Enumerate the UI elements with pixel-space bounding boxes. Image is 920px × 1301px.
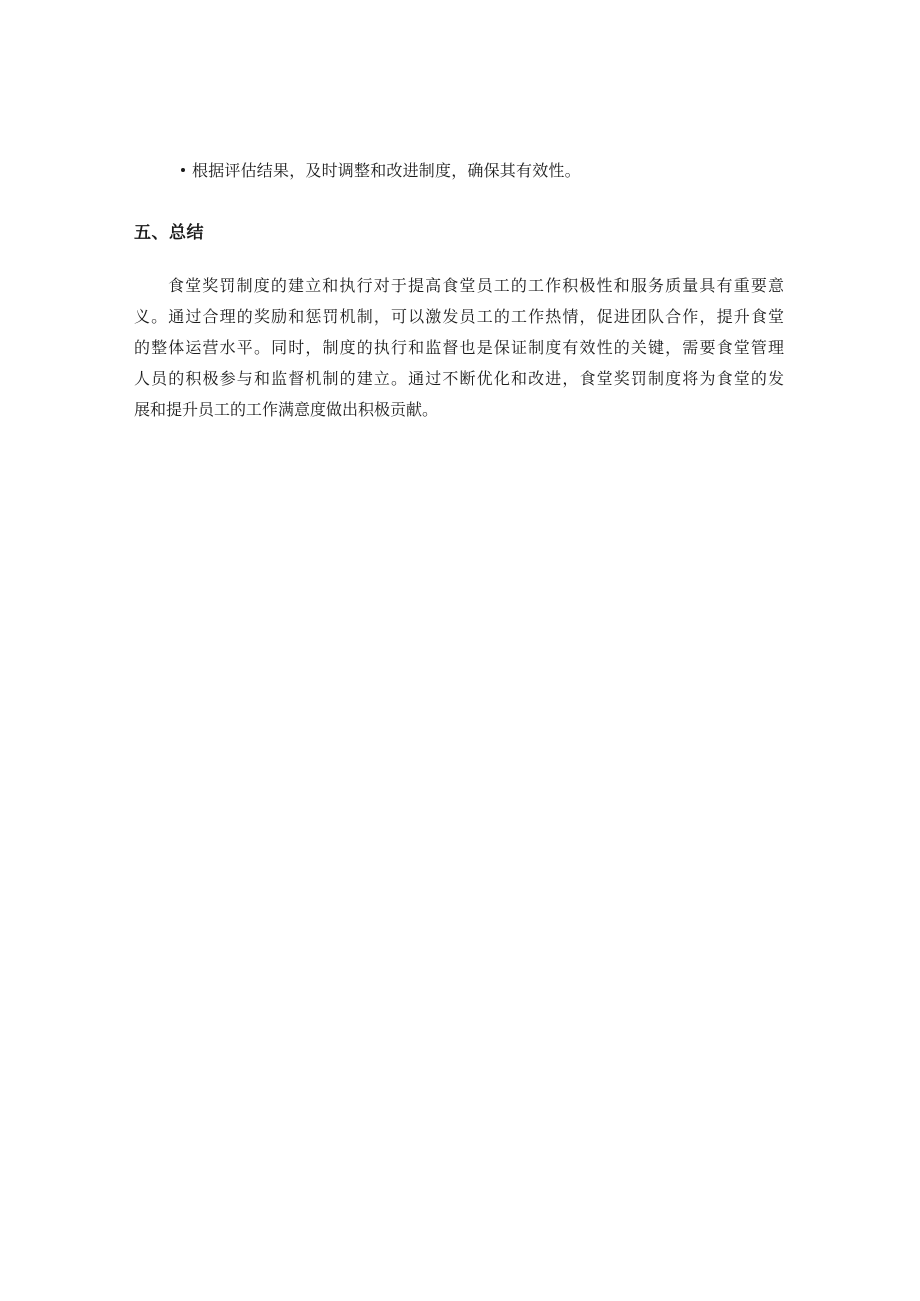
summary-line: 展和提升员工的工作满意度做出积极贡献。 xyxy=(134,400,439,419)
bullet-item-text: 根据评估结果，及时调整和改进制度，确保其有效性。 xyxy=(192,161,581,180)
bullet-list-item xyxy=(181,158,581,184)
summary-line: 义。通过合理的奖励和惩罚机制，可以激发员工的工作热情，促进团队合作，提升食堂 xyxy=(134,307,784,326)
section-heading-summary: 五、总结 xyxy=(134,223,204,243)
summary-line: 的整体运营水平。同时，制度的执行和监督也是保证制度有效性的关键，需要食堂管理 xyxy=(134,338,784,357)
bullet-icon xyxy=(181,168,185,172)
summary-paragraph xyxy=(134,270,784,425)
summary-line: 人员的积极参与和监督机制的建立。通过不断优化和改进，食堂奖罚制度将为食堂的发 xyxy=(134,369,784,388)
summary-line: 食堂奖罚制度的建立和执行对于提高食堂员工的工作积极性和服务质量具有重要意 xyxy=(168,276,784,295)
